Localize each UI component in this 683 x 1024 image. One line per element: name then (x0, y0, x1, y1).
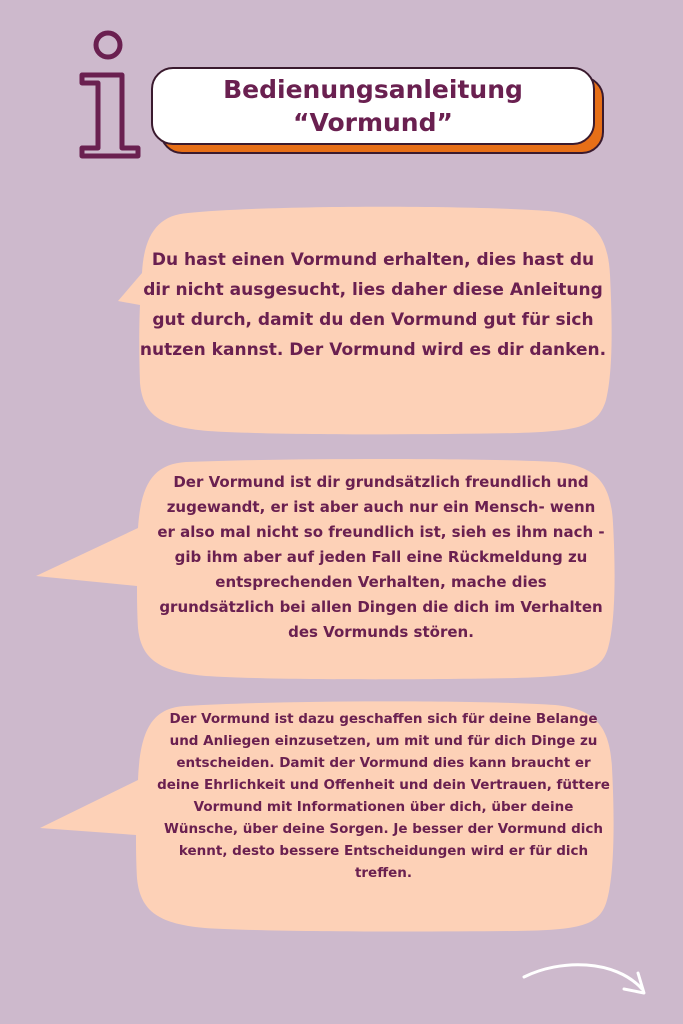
speech-bubble-2 (36, 458, 618, 680)
speech-bubble-1 (118, 205, 618, 435)
page-title-line2: “Vormund” (293, 108, 453, 137)
page-title-line1: Bedienungsanleitung (223, 75, 523, 104)
info-icon (76, 30, 146, 160)
title-box (151, 67, 595, 145)
speech-bubble-3 (40, 700, 618, 932)
speech-bubble-2-text: Der Vormund ist dir grundsätzlich freundlich und zugewandt, er ist aber auch nur ein Mensch- wenn er also mal nicht so freundlich ist, sieh es ihm nach - gib ihm aber auf jeden Fall eine Rückmeldung zu entsprechenden Verhalten, mache dies grundsätzlich bei allen Dingen die dich im Verhalten des Vormunds stören. (157, 473, 605, 641)
next-arrow-icon[interactable] (520, 955, 652, 1001)
speech-bubble-3-text: Der Vormund ist dazu geschaffen sich für deine Belange und Anliegen einzusetzen, um mit und für dich Dinge zu entscheiden. Damit der Vormund dies kann braucht er deine Ehrlichkeit und Offenheit und dein Vertrauen, füttere Vormund mit Informationen über dich, über deine Wünsche, über deine Sorgen. Je besser der Vormund dich kennt, desto bessere Entscheidungen wird er für dich treffen. (157, 711, 610, 881)
speech-bubble-1-text: Du hast einen Vormund erhalten, dies hast du dir nicht ausgesucht, lies daher diese Anleitung gut durch, damit du den Vormund gut für sich nutzen kannst. Der Vormund wird es dir danken. (139, 250, 607, 360)
